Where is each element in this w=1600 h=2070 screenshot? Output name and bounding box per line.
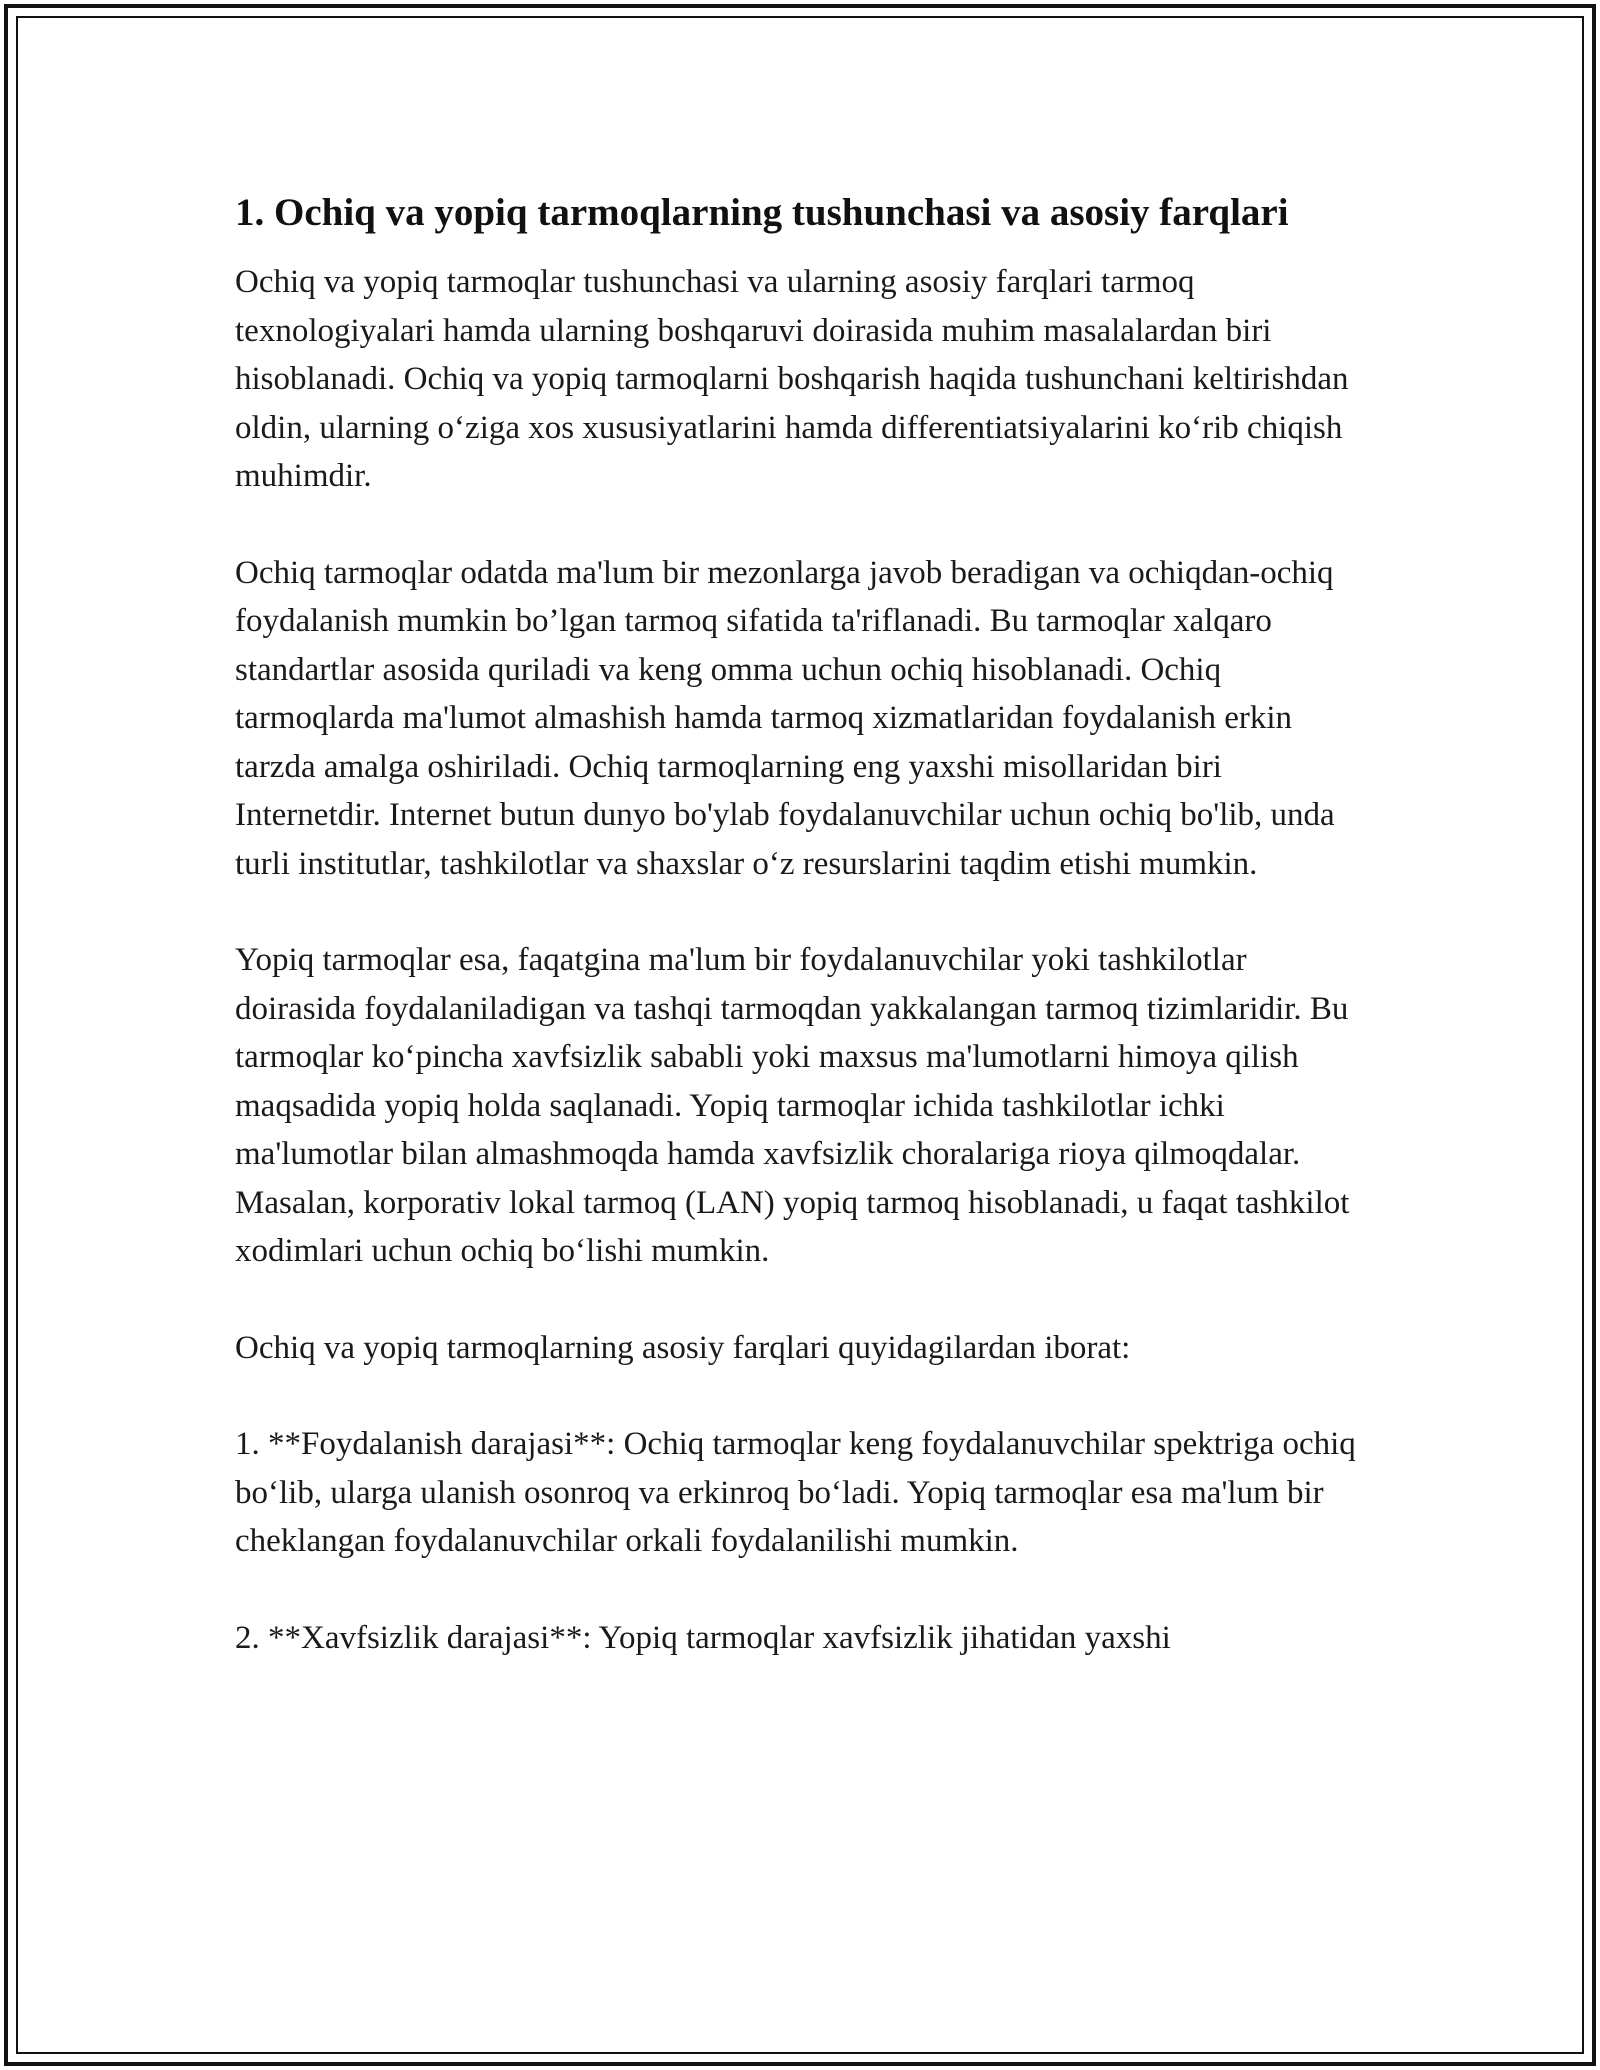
list-item-security-level: 2. **Xavfsizlik darajasi**: Yopiq tarmoqlar xavfsizlik jihatidan yaxshi bbox=[235, 1619, 1171, 1656]
paragraph-intro: Ochiq va yopiq tarmoqlar tushunchasi va ularning asosiy farqlari tarmoq texnologiyalari hamda ularning boshqaruvi doirasida muhim masalalardan biri hisoblanadi. Ochiq va yopiq tarmoqlarni boshqarish haqida tushunchani keltirishdan oldin, ularning oʻziga xos xususiyatlarini hamda differentiatsiyalarini koʻrib chiqish muhimdir. bbox=[235, 264, 1349, 494]
paragraph-closed-networks: Yopiq tarmoqlar esa, faqatgina ma'lum bir foydalanuvchilar yoki tashkilotlar doirasida foydalaniladigan va tashqi tarmoqdan yakkalangan tarmoq tizimlaridir. Bu tarmoqlar koʻpincha xavfsizlik sababli yoki maxsus ma'lumotlarni himoya qilish maqsadida yopiq holda saqlanadi. Yopiq tarmoqlar ichida tashkilotlar ichki ma'lumotlar bilan almashmoqda hamda xavfsizlik choralariga rioya qilmoqdalar. Masalan, korporativ lokal tarmoq (LAN) yopiq tarmoq hisoblanadi, u faqat tashkilot xodimlari uchun ochiq boʻlishi mumkin. bbox=[235, 942, 1350, 1269]
document-body bbox=[235, 186, 1375, 1662]
paragraph-open-networks: Ochiq tarmoqlar odatda ma'lum bir mezonlarga javob beradigan va ochiqdan-ochiq foydalanish mumkin bo’lgan tarmoq sifatida ta'riflanadi. Bu tarmoqlar xalqaro standartlar asosida quriladi va keng omma uchun ochiq hisoblanadi. Ochiq tarmoqlarda ma'lumot almashish hamda tarmoq xizmatlaridan foydalanish erkin tarzda amalga oshiriladi. Ochiq tarmoqlarning eng yaxshi misollaridan biri Internetdir. Internet butun dunyo bo'ylab foydalanuvchilar uchun ochiq bo'lib, unda turli institutlar, tashkilotlar va shaxslar oʻz resurslarini taqdim etishi mumkin. bbox=[235, 554, 1335, 882]
list-item-usage-level: 1. **Foydalanish darajasi**: Ochiq tarmoqlar keng foydalanuvchilar spektriga ochiq boʻlib, ularga ulanish osonroq va erkinroq boʻladi. Yopiq tarmoqlar esa ma'lum bir cheklangan foydalanuvchilar orkali foydalanilishi mumkin. bbox=[235, 1426, 1356, 1559]
paragraph-differences-intro: Ochiq va yopiq tarmoqlarning asosiy farqlari quyidagilardan iborat: bbox=[235, 1329, 1131, 1366]
section-heading: 1. Ochiq va yopiq tarmoqlarning tushunchasi va asosiy farqlari bbox=[235, 191, 1289, 234]
